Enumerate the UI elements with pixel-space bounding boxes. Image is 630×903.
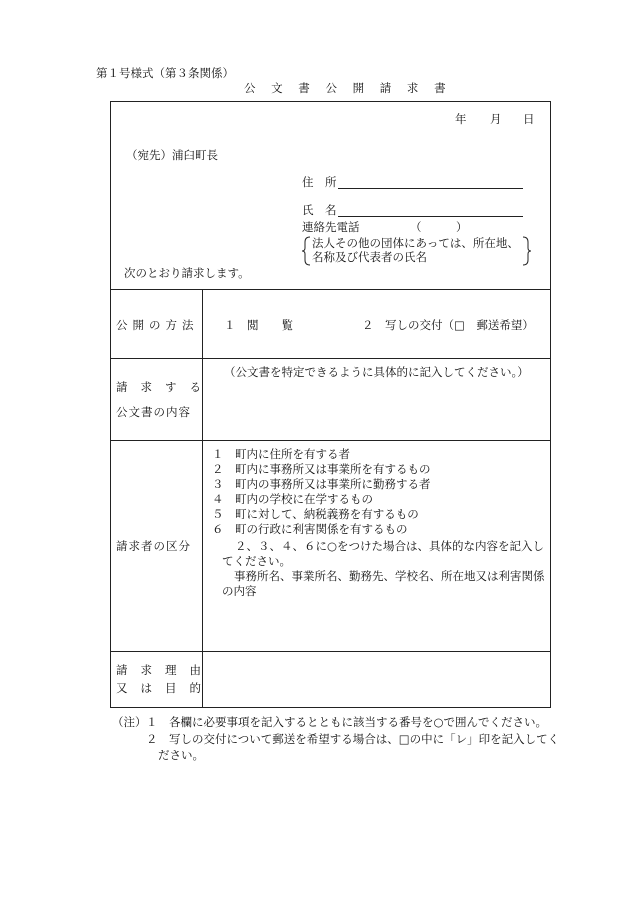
- addressee: （宛先）浦臼町長: [126, 148, 218, 162]
- corporate-note-line2: 名称及び代表者の氏名: [312, 250, 427, 264]
- method-option-view[interactable]: １ 閲 覧: [224, 318, 293, 332]
- reason-label-line2: 又は目的: [116, 681, 214, 695]
- category-instruction-line1: ２、３、４、６に○をつけた場合は、具体的な内容を記入し: [235, 539, 545, 553]
- category-item-5[interactable]: ５ 町に対して、納税義務を有するもの: [212, 507, 419, 521]
- date-day: 日: [523, 112, 535, 126]
- category-instruction-line2: てください。: [222, 554, 291, 568]
- date-year: 年: [455, 112, 467, 126]
- name-label: 氏 名: [302, 203, 337, 217]
- document-title: 公 文 書 公 開 請 求 書: [244, 81, 452, 95]
- date-month: 月: [490, 112, 502, 126]
- method-option-copy[interactable]: ２ 写しの交付（□ 郵送希望）: [362, 318, 534, 332]
- content-label-line2: 公文書の内容: [116, 405, 191, 419]
- category-item-4[interactable]: ４ 町内の学校に在学するもの: [212, 492, 373, 506]
- phone-field[interactable]: （ ）: [410, 220, 468, 234]
- category-detail-input[interactable]: [203, 600, 550, 650]
- phone-label: 連絡先電話: [302, 220, 360, 234]
- content-label-line1: 請求する: [116, 380, 214, 394]
- corporate-note-line1: 法人その他の団体にあっては、所在地、: [312, 236, 519, 250]
- notes-prefix: （注）: [112, 715, 147, 729]
- note-1: １ 各欄に必要事項を記入するとともに該当する番号を○で囲んでください。: [146, 715, 548, 729]
- form-number-label: 第１号様式（第３条関係）: [96, 66, 234, 80]
- category-item-3[interactable]: ３ 町内の事務所又は事業所に勤務する者: [212, 477, 431, 491]
- note-2-line1: ２ 写しの交付について郵送を希望する場合は、□の中に「レ」印を記入してく: [146, 732, 560, 746]
- category-detail-line2: の内容: [222, 584, 257, 598]
- note-2-line2: ださい。: [158, 748, 204, 762]
- name-field[interactable]: [338, 216, 523, 217]
- method-label: 公開の方法: [116, 318, 199, 332]
- note-bracket-left: [302, 236, 312, 266]
- request-statement: 次のとおり請求します。: [124, 266, 250, 280]
- category-item-2[interactable]: ２ 町内に事務所又は事業所を有するもの: [212, 462, 431, 476]
- note-bracket-right: [521, 236, 531, 266]
- content-input-area[interactable]: [203, 382, 550, 439]
- reason-input-area[interactable]: [203, 652, 550, 707]
- category-detail-line1: 事務所名、事業所名、勤務先、学校名、所在地又は利害関係: [234, 569, 545, 583]
- reason-label-line1: 請求理由: [116, 663, 214, 677]
- row-divider-method: [110, 289, 551, 290]
- address-label: 住 所: [302, 175, 337, 189]
- category-item-6[interactable]: ６ 町の行政に利害関係を有するもの: [212, 522, 408, 536]
- row-divider-content: [110, 358, 551, 359]
- row-divider-category: [110, 440, 551, 441]
- content-hint: （公文書を特定できるように具体的に記入してください。）: [224, 365, 529, 379]
- address-field[interactable]: [338, 188, 523, 189]
- category-label: 請求者の区分: [116, 539, 191, 553]
- category-item-1[interactable]: １ 町内に住所を有する者: [212, 447, 350, 461]
